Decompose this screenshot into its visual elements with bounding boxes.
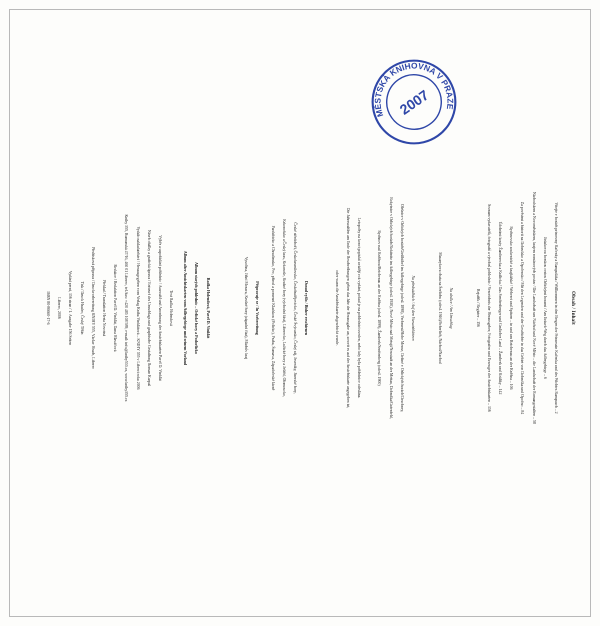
cover-text: Masarykova chata na Šerlichu (odesl. 1946)/Scherlich, Náchod/Nachod (437, 252, 442, 364)
colophon-line: Redakce / Redaktion Pavel D. Vinklát, Dana Hlaváčová (113, 264, 118, 352)
endpapers-line: Olešnice v Orlických horách/Gießhübel im Adlergebirge (odesl. 1898), Vrchmezí/Hohe Mense, Deštné v Orlických horách/Deschney, (399, 203, 404, 413)
published-line: Pardubicko a Chrudimsko, Pec, přírod a pomezní Kladskou (Policko), Praha, Šumava, Západočeské lázně (271, 225, 276, 391)
colophon-line: Předtisková příprava / Druckvorbereitung KNIHY 555, Václav Hrach, Liberec (90, 246, 95, 370)
colophon-line: Vydání první, 156 stran / 1. Ausgabe 156 Seiten (68, 270, 73, 346)
published-line: Krkonošsko a Český kras, Krkonoše, Krušné hory (východní část), Liberecko, Lužické hory a Ještěd, Olomoucko, (282, 219, 287, 397)
published-line: České středohoří, Českokrumlovsko, Českobudějovicko, České Švýcarsko, Český ráj, Jeseníky, Jizerské hory, (293, 222, 298, 394)
colophon-line: Výběr a uspořádání pohlednic / Auswahl und Anordnung der Ansichtskarten Pavel D. Vinklát (158, 235, 163, 381)
toc-entry: Jiráskovou horskou cestou Orlickými horami / Am Jirásek-Weg durch das Adlergebirge – 6 (542, 237, 547, 379)
colophon-line: Návrh obálky a grafická úprava / Entwurf des Umschlags und graphische Gestaltung Roman Karpaš (146, 229, 151, 387)
dating-note (330, 34, 364, 582)
endpapers-line: Rokytnice v Orlických horách/Rokitnitz im Adlergebirge (odesl. 1920), Nové Město nad Metují/Neustadt an der Mettau, Dobruška/Gutenfeld, (388, 197, 393, 419)
colophon-line: Liberec, 2006 (57, 297, 62, 319)
colophon-line: Vydalo nakladatelství / Herausgegeben vom Verlag Kniha Vinklátová – KNIHY 555 v Liberci roku 2006 (135, 226, 140, 390)
note-line: oder wann die Ansichtskarte abgeschickt wurde. (334, 270, 339, 346)
toc-entry: Vítejte v horách princezny Kačenky a Rampušáka / Willkommen in den Bergen der Prinzessin Kačenka und des Wichtes Rampusch – 2 (554, 202, 558, 414)
colophon-line: ISBN 80-86660-17-6 (45, 291, 50, 325)
toc-section (471, 34, 580, 582)
colophon-line: Knihy 555, Rumunská 47/16, 460 01 Liberec, tel./fax: +420 485 108 589, e-mail: info@knihy555.cz, www.knihy555.cz (124, 214, 129, 402)
colophon-title-cz: Album starých pohlednic – Orlické hory a Podorlicko (194, 262, 200, 354)
toc-entry: Údolními kouty Žamberecka a Králicka / Das Senftenberger und Grulicher Land – Žamberk und Králíky – 142 (497, 221, 502, 395)
toc-entry: Rychnovsko soukenické a krajkářské / Weberei und Spitzen – in und um Reichenau an der Kněžna – 106 (509, 226, 514, 390)
rotated-content (26, 34, 586, 582)
cover-heading: Na obálce / Am Umschlag (449, 287, 453, 329)
colophon-line: Překlad / Translation Herta Novotná (102, 279, 106, 337)
toc-entry: Rejstřík / Register – 156 (475, 288, 480, 328)
colophon-authors: Radka Holendová, Pavel D. Vinklát (206, 277, 211, 339)
note-line: Letopočty na konci popisků uvádějí rok vydání, pokud je na pohlednici uveden, nebo kdy byla pohlednice odeslána. (357, 217, 361, 399)
colophon-line: Tisk / Druck Hradec, Český Těšín (79, 281, 84, 335)
stamp-ring-label: MĚSTSKÁ KNIHOVNA V PRAZE (372, 60, 456, 119)
toc-entry: Náchodskem a Novoměstskem, krajem románových postav / Die Landschaft um Náchod und Nové Město – die Landschaft der Romangestalten – 58 (531, 192, 536, 424)
endpapers-line: Rychnov nad Kněžnou/Reichenau an der Kněžna (odesl. 1899), Žamberk/Senftenberg (odesl. 1900) (377, 230, 382, 386)
prepared-heading: Připravuje se / In Vorbereitung (254, 281, 260, 335)
toc-title: Obsah / Inhalt (570, 291, 575, 325)
rotated-sheet (26, 34, 586, 582)
toc-entry: Za pověstmi a historií na Dobrušsko a Opočensko / Mit den Legenden und der Geschichte in das Gebiet von Dobruška und Opočno – 84 (520, 201, 525, 415)
colophon-line: Text Radka Holendová (169, 290, 174, 326)
published-section (240, 34, 312, 582)
stamp-year: 2007 (396, 86, 432, 118)
published-heading: Dosud vyšlo / Bisher erschienen (304, 281, 309, 335)
prepared-text: Vysočina, Jižní Morava, Krušné hory (západní část), Máchův kraj (244, 256, 249, 360)
endpapers-heading: Na předsádkách / Auf den Vorsatzblättern (411, 275, 415, 341)
colophon-section (42, 34, 214, 582)
colophon-title-de: Album alter Ansichtskarten vom Adlergebirge und seinem Vorland (182, 250, 188, 366)
note-line: Die Jahreszahlen am Ende der Beschreibungen geben das Jahr der Herausgabe an, soweit es auf der Ansichtskarte angegeben ist, (345, 207, 350, 409)
toc-entry: Seznam vydavatelů, fotografů a výrobců pohlednic / Verzeichnis der Herausgeber, Fotografen und Erzeuger der Ansichtskarten – 156 (486, 204, 491, 412)
